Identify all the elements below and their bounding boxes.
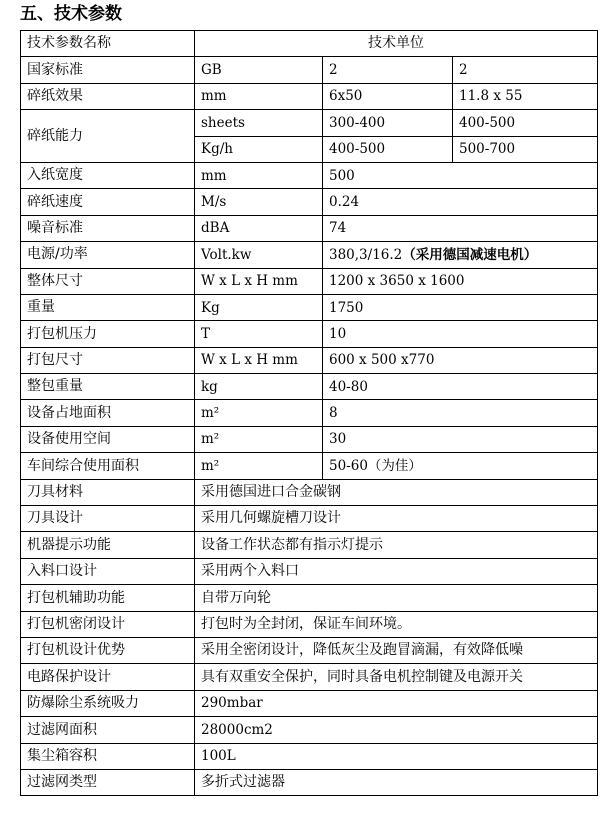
row-value: 74: [323, 215, 598, 241]
row-name: 整体尺寸: [21, 268, 195, 294]
row-value: 采用德国进口合金碳钢: [195, 479, 598, 505]
row-value: 100L: [195, 743, 598, 769]
row-value: 8: [323, 400, 598, 426]
table-row: [21, 294, 598, 320]
row-value: 30: [323, 426, 598, 452]
table-row: [21, 637, 598, 663]
table-row: [21, 426, 598, 452]
row-unit: m²: [195, 453, 323, 479]
row-value: 1200 x 3650 x 1600: [323, 268, 598, 294]
row-value: 1750: [323, 294, 598, 320]
row-value-1: 400-500: [323, 136, 453, 162]
row-value: 打包时为全封闭，保证车间环境。: [195, 611, 598, 637]
table-row: [21, 400, 598, 426]
table-row: [21, 110, 598, 136]
row-unit: mm: [195, 162, 323, 188]
table-row: [21, 215, 598, 241]
row-value: 采用两个入料口: [195, 558, 598, 584]
row-name: 打包机辅助功能: [21, 585, 195, 611]
row-name: 设备占地面积: [21, 400, 195, 426]
row-value-2: 400-500: [453, 110, 598, 136]
row-name: 集尘箱容积: [21, 743, 195, 769]
table-row: [21, 743, 598, 769]
row-value-2: 2: [453, 57, 598, 83]
table-row: [21, 717, 598, 743]
table-row: [21, 268, 598, 294]
row-name: 过滤网类型: [21, 769, 195, 795]
row-name: 入纸宽度: [21, 162, 195, 188]
row-unit: kg: [195, 374, 323, 400]
row-name: 打包尺寸: [21, 347, 195, 373]
row-value-1: 2: [323, 57, 453, 83]
header-unit: 技术单位: [195, 31, 598, 57]
section-title: 五、技术参数: [20, 4, 122, 24]
row-name: 重量: [21, 294, 195, 320]
table-row: [21, 83, 598, 109]
table-row: [21, 532, 598, 558]
row-name: 入料口设计: [21, 558, 195, 584]
power-note: （采用德国减速电机）: [402, 246, 538, 263]
row-value: 采用全密闭设计，降低灰尘及跑冒滴漏，有效降低噪: [195, 637, 598, 663]
table-row: [21, 690, 598, 716]
row-value: 500: [323, 162, 598, 188]
row-value: 多折式过滤器: [195, 769, 598, 795]
row-name: 整包重量: [21, 374, 195, 400]
row-unit: M/s: [195, 189, 323, 215]
row-unit: T: [195, 321, 323, 347]
row-name: 碎纸速度: [21, 189, 195, 215]
row-name: 电路保护设计: [21, 664, 195, 690]
table-row: [21, 506, 598, 532]
table-row: [21, 162, 598, 188]
row-value: 采用几何螺旋槽刀设计: [195, 506, 598, 532]
row-value: [323, 242, 598, 268]
table-row: [21, 374, 598, 400]
row-value: 50-60（为佳）: [323, 453, 598, 479]
table-header-row: [21, 31, 598, 57]
row-unit: mm: [195, 83, 323, 109]
table-row: [21, 189, 598, 215]
table-row: [21, 769, 598, 795]
row-name: 刀具设计: [21, 506, 195, 532]
table-row: [21, 242, 598, 268]
table-row: [21, 479, 598, 505]
row-value: 10: [323, 321, 598, 347]
row-value: 设备工作状态都有指示灯提示: [195, 532, 598, 558]
row-name: 打包机压力: [21, 321, 195, 347]
row-name: 打包机设计优势: [21, 637, 195, 663]
row-unit: Volt.kw: [195, 242, 323, 268]
row-unit: m²: [195, 400, 323, 426]
row-value-2: 11.8 x 55: [453, 83, 598, 109]
row-unit: W x L x H mm: [195, 347, 323, 373]
row-unit: W x L x H mm: [195, 268, 323, 294]
row-name: 国家标准: [21, 57, 195, 83]
row-unit: Kg/h: [195, 136, 323, 162]
row-name: 电源/功率: [21, 242, 195, 268]
row-name: 刀具材料: [21, 479, 195, 505]
row-value: 600 x 500 x770: [323, 347, 598, 373]
row-value-1: 300-400: [323, 110, 453, 136]
table-row: [21, 453, 598, 479]
row-value: 自带万向轮: [195, 585, 598, 611]
row-value: 具有双重安全保护，同时具备电机控制键及电源开关: [195, 664, 598, 690]
row-name: 碎纸能力: [21, 110, 195, 163]
row-value: 40-80: [323, 374, 598, 400]
row-name: 打包机密闭设计: [21, 611, 195, 637]
row-value: 0.24: [323, 189, 598, 215]
table-row: [21, 611, 598, 637]
table-row: [21, 57, 598, 83]
power-value: 380,3/16.2: [329, 246, 403, 263]
row-name: 车间综合使用面积: [21, 453, 195, 479]
row-name: 防爆除尘系统吸力: [21, 690, 195, 716]
table-row: [21, 664, 598, 690]
row-unit: sheets: [195, 110, 323, 136]
table-row: [21, 347, 598, 373]
table-row: [21, 321, 598, 347]
row-name: 噪音标准: [21, 215, 195, 241]
row-name: 机器提示功能: [21, 532, 195, 558]
table-row: [21, 585, 598, 611]
row-unit: Kg: [195, 294, 323, 320]
row-value: 290mbar: [195, 690, 598, 716]
table-row: [21, 558, 598, 584]
tech-spec-table: [20, 30, 598, 796]
row-value: 28000cm2: [195, 717, 598, 743]
row-name: 设备使用空间: [21, 426, 195, 452]
row-name: 过滤网面积: [21, 717, 195, 743]
header-param-name: 技术参数名称: [21, 31, 195, 57]
row-name: 碎纸效果: [21, 83, 195, 109]
row-value-2: 500-700: [453, 136, 598, 162]
row-unit: dBA: [195, 215, 323, 241]
row-unit: GB: [195, 57, 323, 83]
row-value-1: 6x50: [323, 83, 453, 109]
row-unit: m²: [195, 426, 323, 452]
